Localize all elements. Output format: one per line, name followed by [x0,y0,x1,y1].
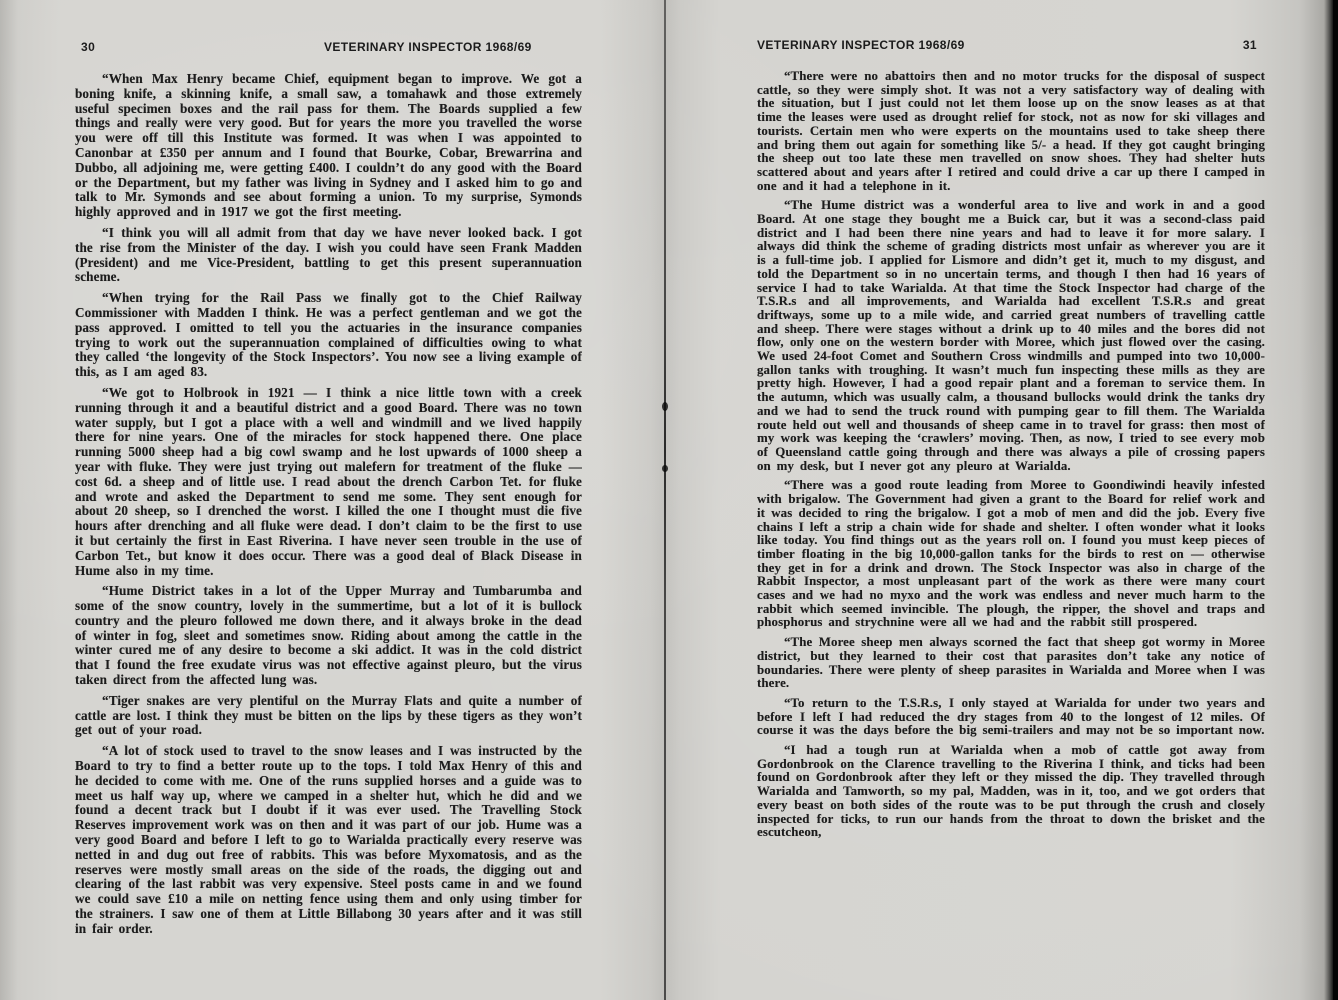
paragraph: “I think you will all admit from that day we have never looked back. I got the rise from the Minister of the day. I wish you could have seen Frank Madden (President) and me Vice-President, battling to get this present superannuation scheme. [75,224,582,285]
page-gutter-line [664,0,666,1000]
paragraph: “Hume District takes in a lot of the Upper Murray and Tumbarumba and some of the snow country, lovely in the summertime, but a lot of it is bullock country and the pleuro followed me down there, and it always broke in the dead of winter in fog, sleet and sometimes snow. Riding about among the cattle in the winter cured me of any desire to become a ski addict. It was in the cold district that I found the free exudate virus was not effective against pleuro, but the virus taken direct from the affected lung was. [75,583,582,688]
paragraph: “I had a tough run at Warialda when a mob of cattle got away from Gordonbrook on the Clarence travelling to the Riverina I think, and ticks had been found on Gordonbrook after they left or they missed the dip. They travelled through Warialda and Tamworth, so my pal, Madden, was in it, too, and we got orders that every beast on both sides of the route was to be put through the crush and closely inspected for ticks, to run our hands from the throat to down the brisket and the escutcheon, [757,743,1265,840]
page-number-left: 30 [81,40,96,54]
paragraph: “There was a good route leading from Moree to Goondiwindi heavily infested with brigalow. The Government had given a grant to the Board for relief work and it was decided to ring the brigalow. I got a mob of men and did the job. Every five chains I left a strip a chain wide for shade and shelter. I often wonder what it looks like today. You find things out as the years roll on. I found you must keep pieces of timber floating in the big 10,000-gallon tanks for the birds to rest on — otherwise they get in for a drink and drown. The Stock Inspector was also in charge of the Rabbit Inspector, a most unpleasant part of the work as there were many court cases and we had no myxo and the work was endless and never much harm to the rabbit which seemed invincible. The plough, the ripper, the shovel and traps and phosphorus and strychnine were all we had and the rabbit still prospered. [757,478,1265,630]
paragraph: “We got to Holbrook in 1921 — I think a nice little town with a creek running through it and a beautiful district and a good Board. There was no town water supply, but I got a place with a well and windmill and we lived happily there for nine years. One of the miracles for stock happened there. One place running 5000 sheep had a big cowl swamp and he lost upwards of 1000 sheep a year with fluke. They were just trying out malefern for treatment of the fluke — cost 6d. a sheep and of little use. I read about the drench Carbon Tet. for fluke and wrote and asked the Department to send me some. They sent enough for about 20 sheep, so I drenched the worst. I killed the one I thought must die five hours after drenching and all fluke were dead. I don’t claim to be the first to use it but certainly the first in East Riverina. I have never seen trouble in the use of Carbon Tet., but know it does occur. There was a good deal of Black Disease in Hume also in my time. [75,384,582,578]
paragraph: “When Max Henry became Chief, equipment began to improve. We got a boning knife, a skinning knife, a small saw, a tomahawk and those extremely useful specimen boxes and the rail pass for them. The Boards supplied a few things and really were very good. But for years the more you travelled the worse you were off till this Institute was formed. It was when I was appointed to Canonbar at £350 per annum and I found that Bourke, Cobar, Brewarrina and Dubbo, all adjoining me, were getting £400. I couldn’t do any good with the Board or the Department, but my father was living in Sydney and I asked him to go and talk to Mr. Symonds and see about forming a union. To my surprise, Symonds highly approved and in 1917 we got the first meeting. [75,72,582,220]
page-left [75,40,582,982]
page-right-header [757,38,1265,53]
paragraph: “There were no abattoirs then and no motor trucks for the disposal of suspect cattle, so they were simply shot. It was not a very satisfactory way of dealing with the situation, but I just could not let them loose up on the snow leases as at that time the leases were used as drought relief for stock, not as now for ski villages and tourists. Certain men who were experts on the mountains used to take sheep there and bring them out again for something like 5/- a head. If they got caught bringing the sheep out too late these men travelled on snow shoes. They had shelter huts scattered about and years after I retired and could drive a car up there I camped in one and it had a telephone in it. [757,70,1265,193]
paragraph: “The Moree sheep men always scorned the fact that sheep got wormy in Moree district, but they learned to their cost that parasites don’t take any notice of boundaries. There were plenty of sheep parasites in Warialda and Moree when I was there. [757,635,1265,691]
paragraph: “A lot of stock used to travel to the snow leases and I was instructed by the Board to try to find a better route up to the tops. I told Max Henry of this and he decided to come with me. One of the runs supplied horses and a guide was to meet us half way up, where we camped in a shelter hut, which he did and we found a decent track but I doubt if it was ever used. The Travelling Stock Reserves improvement work was on then and it was part of our job. Hume was a very good Board and before I left to go to Warialda practically every reserve was netted in and dug out free of rabbits. This was before Myxomatosis, and as the reserves were mostly small areas on the side of the roads, the digging out and clearing of the last rabbit was very expensive. Steel posts came in and we found we could save £10 a mile on netting fence using them and only using timber for the strainers. I saw one of them at Little Billabong 30 years after and it was still in fair order. [75,743,582,936]
paragraph: “The Hume district was a wonderful area to live and work in and a good Board. At one stage they bought me a Buick car, but it was a second-class paid district and I had been there nine years and had to leave it for more salary. I always did think the scheme of grading districts most unfair as wherever you are it is a full-time job. I applied for Lismore and didn’t get it, much to my disgust, and told the Department so in no uncertain terms, and though I then had 16 years of service I had to take Warialda. At that time the Stock Inspector had charge of the T.S.R.s and all improvements, and Warialda had excellent T.S.R.s and great driftways, some up to a mile wide, and carried great numbers of travelling cattle and sheep. There were stages without a drink up to 40 miles and the bores did not flow, only one on the western border with Moree, which just flowed over the casing. We used 24-foot Comet and Southern Cross windmills and pumped into two 10,000-gallon tanks with troughing. It wasn’t much fun inspecting these mills as they are pretty high. However, I had a good repair plant and a foreman to service them. In the autumn, which was usually calm, a thousand bullocks would drink the tanks dry and we had to send the truck round with pumping gear to fill them. The Warialda route held out well and thousands of sheep came in to travel for grass: then most of my work was keeping the ‘crawlers’ moving. Then, as now, I tried to see every mob of Queensland cattle going through and there was always a pile of crossing papers on my desk, but I never got any pleuro at Warialda. [757,198,1265,473]
page-left-body [75,72,582,982]
running-title-left: VETERINARY INSPECTOR 1968/69 [324,40,532,54]
running-title-right: VETERINARY INSPECTOR 1968/69 [757,38,965,52]
page-number-right: 31 [1242,38,1257,52]
paragraph: “To return to the T.S.R.s, I only stayed at Warialda for under two years and before I left I had reduced the dry stages from 40 to the longest of 12 miles. Of course it was the days before the big semi-trailers and may not be so important now. [757,695,1265,738]
page-right [757,38,1265,982]
paragraph: “When trying for the Rail Pass we finally got to the Chief Railway Commissioner with Madden I think. He was a perfect gentleman and we got the pass approved. I omitted to tell you the actuaries in the insurance companies trying to work out the superannuation complained of difficulties owing to what they called ‘the longevity of the Stock Inspectors’. You now see a living example of this, as I am aged 83. [75,290,582,380]
gutter-ink-blob [662,465,668,472]
page-left-header [75,40,582,55]
scan-right-edge [1333,0,1338,1000]
gutter-ink-blob [662,402,668,411]
paragraph: “Tiger snakes are very plentiful on the Murray Flats and quite a number of cattle are lost. I think they must be bitten on the lips by these tigers as they won’t get out of your road. [75,692,582,738]
page-right-body [757,70,1265,982]
